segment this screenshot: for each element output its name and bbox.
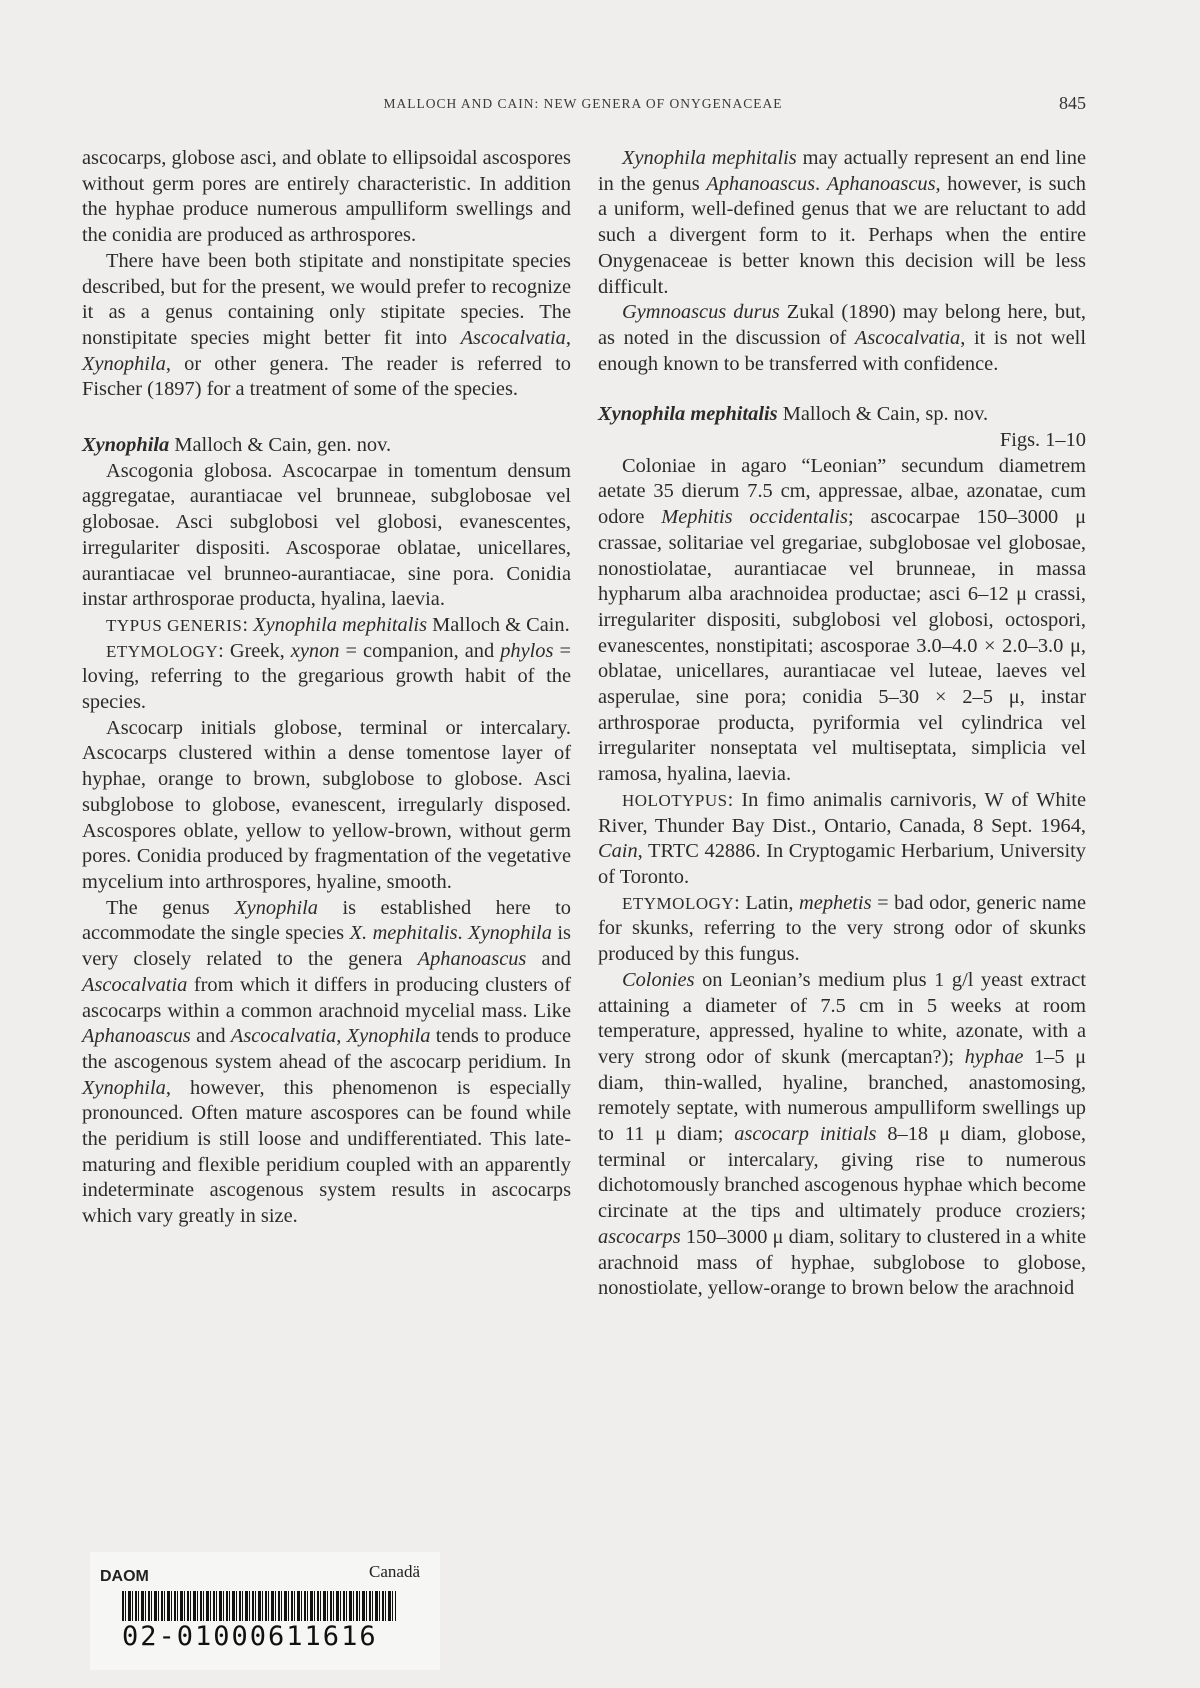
species-name: X. mephitalis (349, 922, 458, 945)
paragraph (598, 968, 1086, 1302)
species-name: Xynophila mephitalis (253, 613, 428, 636)
text: Zukal (1890) may belong here, but, as noted in the discussion of (598, 301, 1086, 349)
text: . (457, 922, 469, 945)
text: ; ascocarpae 150–3000 μ crassae, solitariae vel gregariae, subglobosae vel globosae, nonostiolatae, aurantiacae vel brunneae, in massa hypharum alba arachnoidea productae; asci 6–12 μ crassi, irregulariter dispositi, subglobosi vel globosi, octospori, evanescentes, nonstipitati; ascosporae 3.0–4.0 × 2.0–3.0 μ, oblatae, unicellares, aurantiacae vel luteae, laeves vel asperulae, sine pora; conidia 5–30 × 2–5 μ, instar arthrosporae producta, pyriformia vel cylindrica vel irregulariter nonseptata vel multiseptata, simplicia vel ramosa, hyalina, laevia. (598, 506, 1087, 786)
species-name: Xynophila mephitalis (598, 403, 778, 426)
text: : Latin, (734, 891, 800, 914)
text: = loving, referring to the gregarious growth habit of the species. (82, 639, 571, 714)
text: is very closely related to the genera (82, 922, 571, 971)
herbarium-barcode-label (90, 1552, 440, 1670)
term: hyphae (964, 1045, 1024, 1068)
species-name: Xynophila mephitalis (622, 147, 797, 169)
text: Ascogonia globosa. Ascocarpae in tomentum densum aggregatae, aurantiacae vel brunneae, subglobosae vel globosae. Asci subglobosi vel globosi, evanescentes, irregulariter dispositi. Ascosporae oblatae, unicellares, aurantiacae vel brunneo-aurantiacae, sine pora. Conidia instar arthrosporae producta, hyalina, laevia. (82, 459, 571, 611)
text: . (815, 172, 827, 195)
text: 150–3000 μ diam, solitary to clustered in a white arachnoid mass of hyphae, subglobose to globose, nonostiolate, yellow-orange to brown below the arachnoid (598, 1225, 1086, 1300)
text: Ascocarp initials globose, terminal or intercalary. Ascocarps clustered within a dense tomentose layer of hyphae, orange to brown, subglobose to globose. Asci subglobose to globose, evanescent, irregularly disposed. Ascospores oblate, yellow to yellow-brown, without germ pores. Conidia produced by fragmentation of the vegetative mycelium into arthrospores, hyaline, smooth. (82, 716, 571, 893)
barcode (122, 1591, 396, 1621)
text: , or other genera. The reader is referred to Fischer (1897) for a treatment of some of the species. (82, 352, 571, 401)
text: , however, is such a uniform, well-defined genus that we are reluctant to add such a divergent form to it. Perhaps when the entire Onygenaceae is better known this decision will be less difficult. (598, 172, 1086, 298)
text: may actually represent an end line in the genus (598, 147, 1086, 195)
genus-heading (82, 433, 571, 459)
genus-name: Ascocalvatia (230, 1025, 337, 1048)
term: Colonies (622, 968, 695, 991)
text: : In fimo animalis carnivoris, W of White River, Thunder Bay Dist., Ontario, Canada, 8 Sept. 1964, (598, 788, 1086, 837)
genus-name: Ascocalvatia (82, 973, 188, 996)
canada-wordmark: Canadä (369, 1562, 420, 1581)
species-heading (598, 402, 1086, 453)
text: , it is not well enough known to be transferred with confidence. (598, 326, 1086, 375)
text: Malloch & Cain, sp. nov. (777, 403, 989, 426)
typus-generis (82, 613, 571, 639)
genus-name: Ascocalvatia (854, 326, 961, 349)
text: , (336, 1025, 347, 1048)
collector-name: Cain (598, 840, 638, 863)
text: on Leonian’s medium plus 1 g/l yeast extract attaining a diameter of 7.5 cm in 5 weeks at room temperature, appressed, hyaline to white, azonate, with a very strong odor of skunk (mercaptan?); (598, 968, 1086, 1068)
genus-name: Aphanoascus (826, 172, 936, 195)
page-header (80, 93, 1086, 119)
text: The genus (106, 896, 235, 919)
genus-name: Aphanoascus (82, 1025, 191, 1048)
genus-name: Xynophila (234, 896, 319, 919)
genus-name: Xynophila (82, 434, 170, 457)
genus-name: Xynophila (346, 1025, 431, 1048)
latin-description (598, 454, 1086, 788)
paragraph (82, 249, 571, 403)
text: Malloch & Cain, gen. nov. (169, 434, 392, 457)
text: : Greek, (218, 639, 291, 662)
text: = bad odor, generic name for skunks, referring to the very strong odor of skunks produced by this fungus. (598, 891, 1086, 966)
text: and (526, 948, 571, 971)
text: = companion, and (339, 639, 501, 662)
section-label: ETYMOLOGY (106, 641, 219, 661)
genus-name: Aphanoascus (417, 948, 527, 971)
species-name: Mephitis occidentalis (661, 506, 848, 529)
text: from which it differs in producing clusters of ascocarps within a common arachnoid mycelial mass. Like (82, 973, 571, 1022)
paragraph (82, 716, 571, 896)
genus-name: Aphanoascus (706, 172, 816, 195)
text: , (565, 326, 571, 349)
term: ascocarp initials (734, 1123, 877, 1146)
text: Malloch & Cain. (427, 613, 570, 636)
genus-name: Xynophila (468, 922, 552, 945)
section-label: ETYMOLOGY (622, 893, 735, 913)
paragraph (82, 146, 571, 249)
herbarium-code: DAOM (100, 1568, 149, 1585)
species-name: Gymnoascus durus (622, 301, 780, 324)
text: , however, this phenomenon is especially pronounced. Often mature ascospores can be found while the peridium is still loose and undifferentiated. This late-maturing and flexible peridium coupled with an apparently indeterminate ascogenous system results in ascocarps which vary greatly in size. (82, 1076, 571, 1228)
holotypus (598, 788, 1086, 891)
term: ascocarps (598, 1225, 681, 1248)
latin-diagnosis (82, 459, 571, 613)
genus-name: Xynophila (82, 1076, 166, 1099)
right-column (598, 146, 1086, 1302)
paragraph (598, 300, 1086, 377)
section-label: HOLOTYPUS (622, 790, 728, 810)
text: There have been both stipitate and nonstipitate species described, but for the present, we would prefer to recognize it as a genus containing only stipitate species. The nonstipitate species might better fit into (82, 249, 571, 349)
word: xynon (290, 639, 340, 662)
text: ascocarps, globose asci, and oblate to ellipsoidal ascospores without germ pores are entirely characteristic. In addition the hyphae produce numerous ampulliform swellings and the conidia are produced as arthrospores. (82, 147, 571, 247)
running-head: MALLOCH AND CAIN: NEW GENERA OF ONYGENACEAE (383, 96, 783, 111)
section-label: TYPUS GENERIS (106, 615, 243, 635)
left-column (82, 146, 571, 1230)
paragraph (82, 896, 571, 1230)
word: mephetis (799, 891, 872, 914)
text: Coloniae in agaro “Leonian” secundum diametrem aetate 35 dierum 7.5 cm, appressae, albae, azonatae, cum odore (598, 454, 1086, 529)
genus-name: Ascocalvatia (460, 326, 566, 349)
etymology (598, 891, 1086, 968)
text: 8–18 μ diam, globose, terminal or intercalary, giving rise to numerous dichotomously branched ascogenous hyphae which become circinate at the tips and ultimately produce croziers; (598, 1123, 1086, 1223)
etymology (82, 639, 571, 716)
text: tends to produce the ascogenous system ahead of the ascocarp peridium. In (82, 1025, 572, 1073)
text: , TRTC 42886. In Cryptogamic Herbarium, University of Toronto. (598, 840, 1086, 888)
barcode-number: 02-01000611616 (122, 1621, 378, 1652)
text: and (190, 1025, 231, 1048)
page-number: 845 (1059, 93, 1086, 113)
word: phylos (500, 639, 554, 662)
figure-reference: Figs. 1–10 (999, 429, 1086, 452)
genus-name: Xynophila (82, 352, 166, 375)
text: 1–5 μ diam, thin-walled, hyaline, branched, anastomosing, remotely septate, with numerous ampulliform swellings up to 11 μ diam; (598, 1045, 1086, 1146)
text: is established here to accommodate the single species (82, 896, 571, 945)
text: : (242, 613, 254, 636)
paragraph (598, 146, 1086, 300)
